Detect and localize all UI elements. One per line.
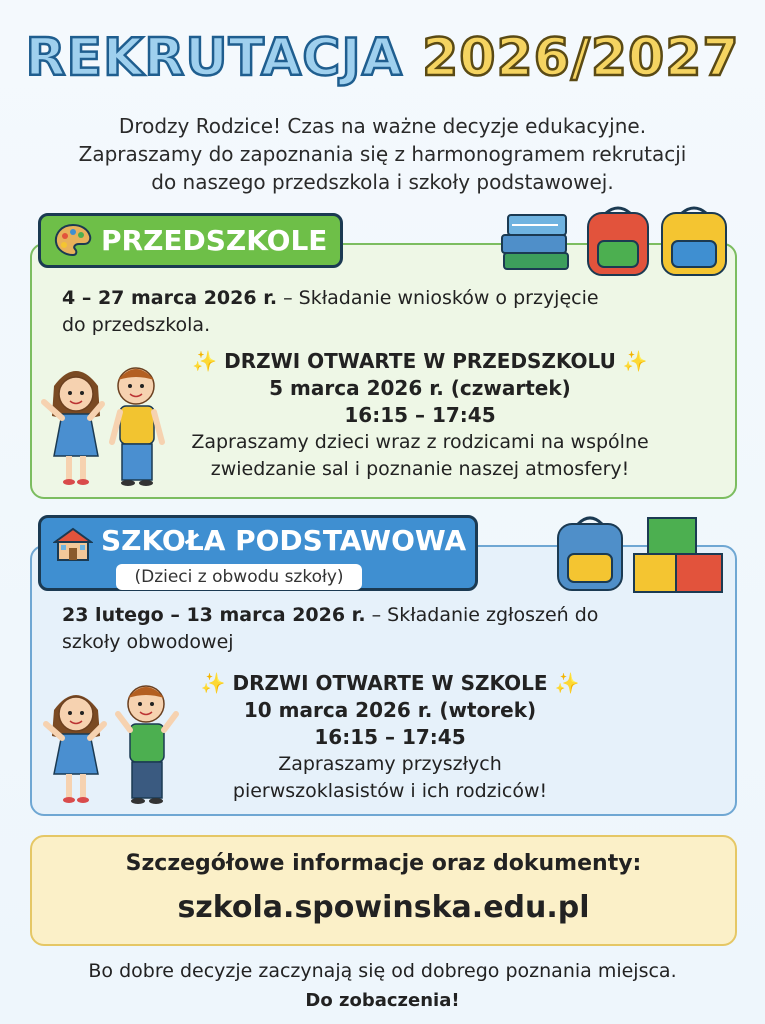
school-sublabel: (Dzieci z obwodu szkoły) xyxy=(116,564,362,590)
school-open-desc: Zapraszamy przyszłych xyxy=(278,753,502,775)
preschool-open-date: 5 marca 2026 r. (czwartek) xyxy=(269,376,571,400)
info-heading: Szczegółowe informacje oraz dokumenty: xyxy=(125,851,642,876)
preschool-open-day xyxy=(150,348,690,483)
footer-farewell: Do zobaczenia! xyxy=(305,990,460,1011)
intro-line: Zapraszamy do zapoznania się z harmonogramem rekrutacji xyxy=(78,142,687,166)
preschool-open-desc-2: zwiedzanie sal i poznanie naszej atmosfery! xyxy=(210,458,630,480)
intro-line: Drodzy Rodzice! Czas na ważne decyzje edukacyjne. xyxy=(118,114,647,138)
preschool-open-time: 16:15 – 17:45 xyxy=(344,403,496,427)
school-open-title xyxy=(160,670,620,697)
school-open-day xyxy=(160,670,620,805)
school-open-date: 10 marca 2026 r. (wtorek) xyxy=(243,698,537,722)
footer-slogan: Bo dobre decyzje zaczynają się od dobrego poznania miejsca. xyxy=(88,960,677,982)
sparkle-icon: ✨ xyxy=(622,349,648,373)
intro-line: do naszego przedszkola i szkoły podstawowej. xyxy=(151,170,614,194)
school-tag xyxy=(38,515,478,591)
school-open-time: 16:15 – 17:45 xyxy=(314,725,466,749)
palette-icon xyxy=(53,222,93,258)
preschool-label: PRZEDSZKOLE xyxy=(101,224,328,257)
sparkle-icon: ✨ xyxy=(200,671,226,695)
school-icon xyxy=(53,526,93,562)
intro-text xyxy=(20,112,745,196)
backpack-icon xyxy=(662,208,726,275)
children-illustration xyxy=(40,680,180,810)
info-url-link[interactable]: szkola.spowinska.edu.pl xyxy=(177,890,590,925)
preschool-date-range: 4 – 27 marca 2026 r. xyxy=(62,287,278,309)
sparkle-icon: ✨ xyxy=(554,671,580,695)
preschool-deadline xyxy=(62,285,702,339)
school-supplies-illustration xyxy=(498,205,738,280)
school-open-desc-2: pierwszoklasistów i ich rodziców! xyxy=(232,780,548,802)
page-title xyxy=(0,28,765,88)
school-label: SZKOŁA PODSTAWOWA xyxy=(101,524,467,557)
books-icon xyxy=(502,215,568,269)
preschool-open-title xyxy=(150,348,690,375)
school-date-text: – Składanie zgłoszeń do xyxy=(365,604,599,626)
school-date-text-2: szkoły obwodowej xyxy=(62,631,234,653)
backpack-icon xyxy=(558,518,622,590)
title-recruitment: REKRUTACJA xyxy=(25,28,403,88)
school-date-range: 23 lutego – 13 marca 2026 r. xyxy=(62,604,366,626)
title-year: 2026/2027 xyxy=(422,28,740,88)
preschool-tag xyxy=(38,213,343,268)
preschool-open-desc: Zapraszamy dzieci wraz z rodzicami na wspólne xyxy=(191,431,649,453)
children-illustration xyxy=(38,358,168,490)
preschool-date-text-2: do przedszkola. xyxy=(62,314,211,336)
backpack-icon xyxy=(588,208,648,275)
blocks-icon xyxy=(634,518,722,592)
preschool-date-text: – Składanie wniosków o przyjęcie xyxy=(277,287,599,309)
school-supplies-illustration xyxy=(552,510,730,602)
preschool-open-title-text: DRZWI OTWARTE W PRZEDSZKOLU xyxy=(224,349,616,373)
school-open-title-text: DRZWI OTWARTE W SZKOLE xyxy=(232,671,548,695)
school-deadline xyxy=(62,602,682,656)
sparkle-icon: ✨ xyxy=(192,349,218,373)
